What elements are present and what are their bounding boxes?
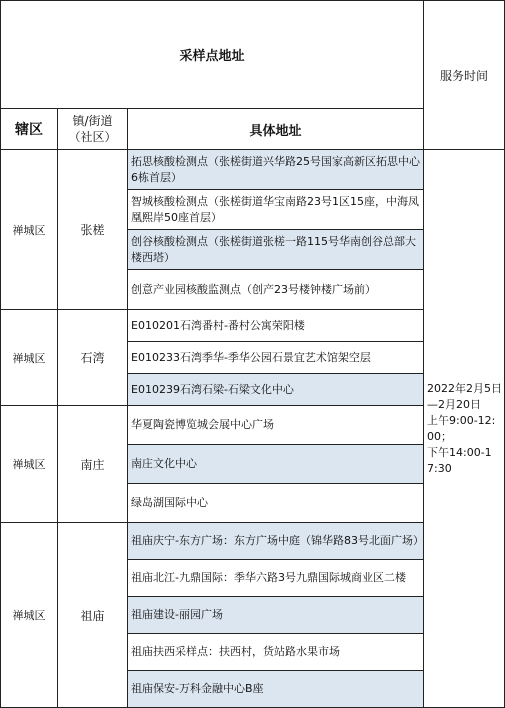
service-time-header: 服务时间 [424, 1, 505, 150]
address-cell: 华夏陶瓷博览城会展中心广场 [128, 406, 424, 445]
header-row-main [1, 1, 505, 109]
address-cell: 智城核酸检测点（张槎街道华宝南路23号1区15座，中海凤凰熙岸50座首层） [128, 190, 424, 230]
address-cell: 创谷核酸检测点（张槎街道张槎一路115号华南创谷总部大楼西塔） [128, 230, 424, 270]
town-cell: 张槎 [58, 150, 128, 310]
address-cell: 绿岛湖国际中心 [128, 484, 424, 523]
service-afternoon-hours: 下午14:00-17:30 [427, 445, 492, 475]
district-header: 辖区 [1, 109, 58, 150]
town-cell: 祖庙 [58, 523, 128, 708]
address-cell: E010239石湾石梁-石梁文化中心 [128, 374, 424, 406]
town-header [58, 109, 128, 150]
district-cell: 禅城区 [1, 406, 58, 523]
town-cell: 石湾 [58, 310, 128, 406]
table-row [1, 150, 505, 190]
address-cell: 南庄文化中心 [128, 445, 424, 484]
district-cell: 禅城区 [1, 523, 58, 708]
address-header: 具体地址 [128, 109, 424, 150]
service-hours-cell [424, 150, 505, 708]
address-cell: E010201石湾番村-番村公寓荣阳楼 [128, 310, 424, 342]
district-cell: 禅城区 [1, 150, 58, 310]
town-header-line1: 镇/街道 [72, 114, 113, 128]
address-cell: 祖庙保安-万科金融中心B座 [128, 671, 424, 708]
district-cell: 禅城区 [1, 310, 58, 406]
address-cell: 祖庙庆宁-东方广场：东方广场中庭（锦华路83号北面广场） [128, 523, 424, 560]
address-cell: 创意产业园核酸监测点（创产23号楼钟楼广场前） [128, 270, 424, 310]
address-cell: E010233石湾季华-季华公园石景宜艺术馆架空层 [128, 342, 424, 374]
address-cell: 祖庙建设-丽园广场 [128, 597, 424, 634]
address-cell: 拓思核酸检测点（张槎街道兴华路25号国家高新区拓思中心6栋首层） [128, 150, 424, 190]
service-date-range: 2022年2月5日—2月20日 [427, 381, 503, 411]
main-title: 采样点地址 [1, 1, 424, 109]
service-morning-hours: 上午9:00-12:00； [427, 413, 496, 443]
town-cell: 南庄 [58, 406, 128, 523]
town-header-line2: （社区） [68, 130, 117, 144]
address-cell: 祖庙北江-九鼎国际：季华六路3号九鼎国际城商业区二楼 [128, 560, 424, 597]
address-cell: 祖庙扶西采样点：扶西村，货站路水果市场 [128, 634, 424, 671]
